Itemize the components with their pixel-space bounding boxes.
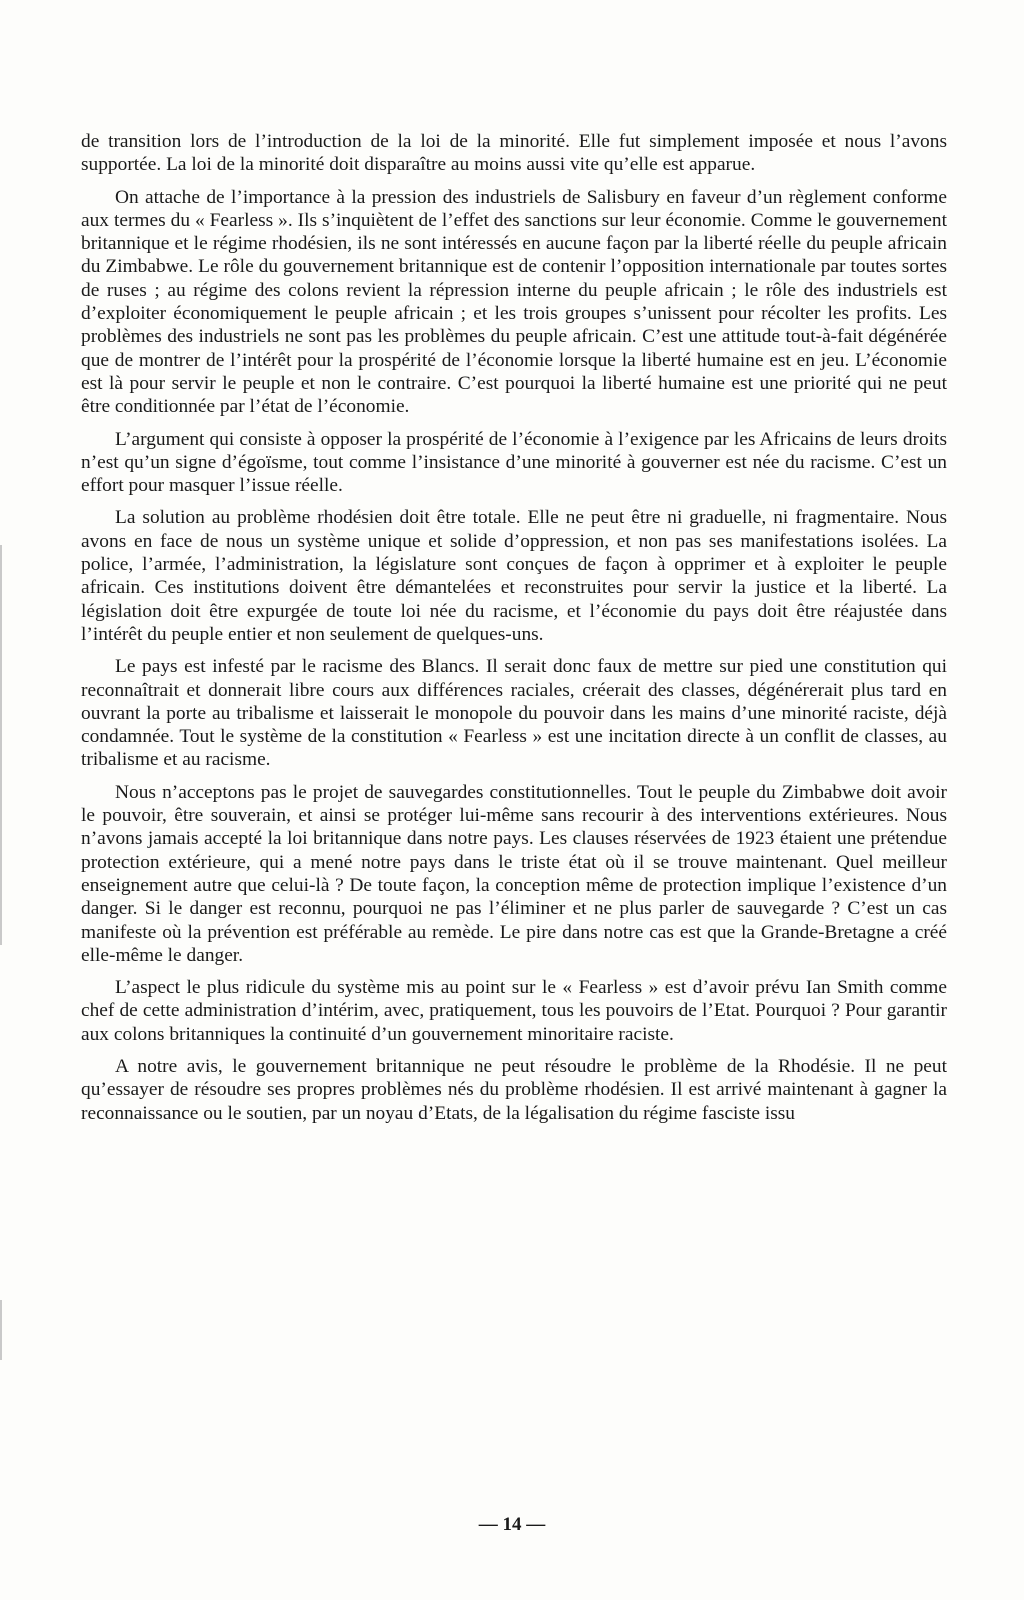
body-text: [81, 130, 947, 1134]
page-number: — 14 —: [478, 1514, 546, 1535]
paragraph: L’aspect le plus ridicule du système mis au point sur le « Fearless » est d’avoir prévu Ian Smith comme chef de cette administration d’intérim, avec, pratiquement, tous les pouvoirs de l’Etat. Pourquoi ? Pour garantir aux colons britanniques la continuité d’un gouvernement minoritaire raciste.: [81, 977, 947, 1045]
scan-edge-mark: [0, 545, 2, 945]
paragraph: La solution au problème rhodésien doit être totale. Elle ne peut être ni graduelle, ni fragmentaire. Nous avons en face de nous un système unique et solide d’oppression, et non pas ses manifestations isolées. La police, l’armée, l’administration, la législature sont conçues de façon à opprimer et à exploiter le peuple africain. Ces institutions doivent être démantelées et reconstruites pour servir la justice et la liberté. La législation doit être expurgée de toute loi née du racisme, et l’économie du pays doit être réajustée dans l’intérêt du peuple entier et non seulement de quelques-uns.: [81, 507, 947, 645]
paragraph: On attache de l’importance à la pression des industriels de Salisbury en faveur d’un règlement conforme aux termes du « Fearless ». Ils s’inquiètent de l’effet des sanctions sur leur économie. Comme le gouvernement britannique et le régime rhodésien, ils ne sont intéressés en aucune façon par la liberté réelle du peuple africain du Zimbabwe. Le rôle du gouvernement britannique est de contenir l’opposition internationale par toutes sortes de ruses ; au régime des colons revient la répression interne du peuple africain ; le rôle des industriels est d’exploiter économiquement le peuple africain ; et les trois groupes s’unissent pour récolter les profits. Les problèmes des industriels ne sont pas les problèmes du peuple africain. C’est une attitude tout-à-fait dégénérée que de montrer de l’intérêt pour la prospérité de l’économie lorsque la liberté humaine est en jeu. L’économie est là pour servir le peuple et non le contraire. C’est pourquoi la liberté humaine est une priorité qui ne peut être conditionnée par l’état de l’économie.: [81, 186, 947, 418]
scan-edge-mark: [0, 1300, 2, 1360]
paragraph: de transition lors de l’introduction de la loi de la minorité. Elle fut simplement imposée et nous l’avons supportée. La loi de la minorité doit disparaître au moins aussi vite qu’elle est apparue.: [81, 131, 947, 176]
paragraph: L’argument qui consiste à opposer la prospérité de l’économie à l’exigence par les Africains de leurs droits n’est qu’un signe d’égoïsme, tout comme l’insistance d’une minorité à gouverner est née du racisme. C’est un effort pour masquer l’issue réelle.: [81, 428, 947, 497]
paragraph: Le pays est infesté par le racisme des Blancs. Il serait donc faux de mettre sur pied une constitution qui reconnaîtrait et donnerait libre cours aux différences raciales, créerait des classes, dégénérerait plus tard en ouvrant la porte au tribalisme et laisserait le monopole du pouvoir dans les mains d’une minorité raciste, déjà condamnée. Tout le système de la constitution « Fearless » est une incitation directe à un conflit de classes, au tribalisme et au racisme.: [81, 656, 947, 771]
paragraph: A notre avis, le gouvernement britannique ne peut résoudre le problème de la Rhodésie. Il ne peut qu’essayer de résoudre ses propres problèmes nés du problème rhodésien. Il est arrivé maintenant à gagner la reconnaissance ou le soutien, par un noyau d’Etats, de la légalisation du régime fasciste issu: [81, 1055, 947, 1124]
paragraph: Nous n’acceptons pas le projet de sauvegardes constitutionnelles. Tout le peuple du Zimbabwe doit avoir le pouvoir, être souverain, et ainsi se protéger lui-même sans recourir à des interventions extérieures. Nous n’avons jamais accepté la loi britannique dans notre pays. Les clauses réservées de 1923 étaient une prétendue protection extérieure, qui a mené notre pays dans le triste état où il se trouve maintenant. Quel meilleur enseignement autre que celui-là ? De toute façon, la conception même de protection implique l’existence d’un danger. Si le danger est reconnu, pourquoi ne pas l’éliminer et ne plus parler de sauvegarde ? C’est un cas manifeste où la prévention est préférable au remède. Le pire dans notre cas est que la Grande-Bretagne a créé elle-même le danger.: [81, 781, 947, 966]
